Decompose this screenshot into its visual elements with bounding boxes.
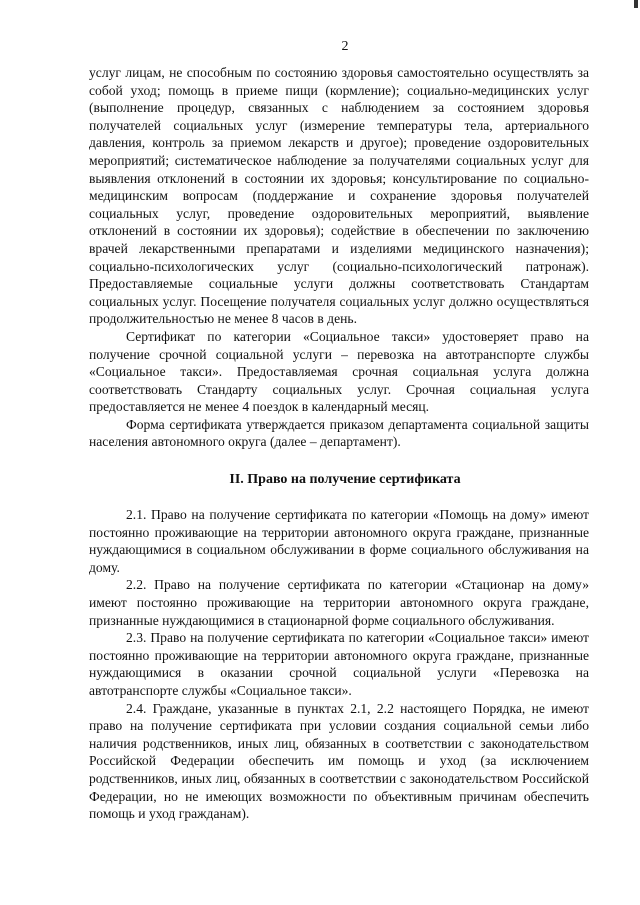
page-number: 2 xyxy=(341,39,349,54)
paragraph-2-2: 2.2. Право на получение сертификата по категории «Стационар на дому» имеют постоянно проживающие на территории автономного округа граждане, признанные нуждающимися в стационарной форме социального обслуживания. xyxy=(89,577,589,628)
paragraph-social-taxi-certificate: Сертификат по категории «Социальное такси» удостоверяет право на получение срочной социальной услуги – перевозка на автотранспорте службы «Социальное такси». Предоставляемая срочная социальная услуга должна соответствовать Стандарту социальных услуг. Срочная социальная услуга предоставляется не менее 4 поездок в календарный месяц. xyxy=(89,328,589,415)
section-heading: II. Право на получение сертификата xyxy=(229,472,461,488)
scan-mark xyxy=(634,0,638,8)
paragraph-2-3: 2.3. Право на получение сертификата по категории «Социальное такси» имеют постоянно проживающие на территории автономного округа граждане, признанные нуждающимися в оказании срочной социальной услуги «Перевозка на автотранспорте службы «Социальное такси». xyxy=(89,630,589,698)
intro-paragraphs xyxy=(89,64,589,451)
document-page xyxy=(89,38,589,823)
paragraph-2-4: 2.4. Граждане, указанные в пунктах 2.1, 2.2 настоящего Порядка, не имеют право на получение сертификата при условии создания социальной семьи либо наличия родственников, иных лиц, обязанных в соответствии с законодательством Российской Федерации обеспечить им помощь и уход (за исключением родственников, иных лиц, обязанных в соответствии с законодательством Российской Федерации, но не имеющих возможности по объективным причинам обеспечить помощь и уход гражданам). xyxy=(89,700,589,822)
paragraph-2-1: 2.1. Право на получение сертификата по категории «Помощь на дому» имеют постоянно проживающие на территории автономного округа граждане, признанные нуждающимися в социальном обслуживании в форме социального обслуживания на дому. xyxy=(89,507,589,575)
paragraph-certificate-form: Форма сертификата утверждается приказом департамента социальной защиты населения автономного округа (далее – департамент). xyxy=(89,416,589,450)
section-paragraphs xyxy=(89,506,589,823)
paragraph-services-list: услуг лицам, не способным по состоянию здоровья самостоятельно осуществлять за собой уход; помощь в приеме пищи (кормление); социально-медицинских услуг (выполнение процедур, связанных с наблюдением за состоянием здоровья получателей социальных услуг (измерение температуры тела, артериального давления, контроль за приемом лекарств и другое); проведение оздоровительных мероприятий; систематическое наблюдение за получателями социальных услуг для выявления отклонений в состоянии их здоровья; консультирование по социально-медицинским вопросам (поддержание и сохранение здоровья получателей социальных услуг, проведение оздоровительных мероприятий, выявление отклонений в состоянии их здоровья); содействие в обеспечении по заключению врачей лекарственными препаратами и изделиями медицинского назначения); социально-психологических услуг (социально-психологический патронаж). Предоставляемые социальные услуги должны соответствовать Стандартам социальных услуг. Посещение получателя социальных услуг должно осуществляться продолжительностью не менее 8 часов в день. xyxy=(89,65,589,327)
